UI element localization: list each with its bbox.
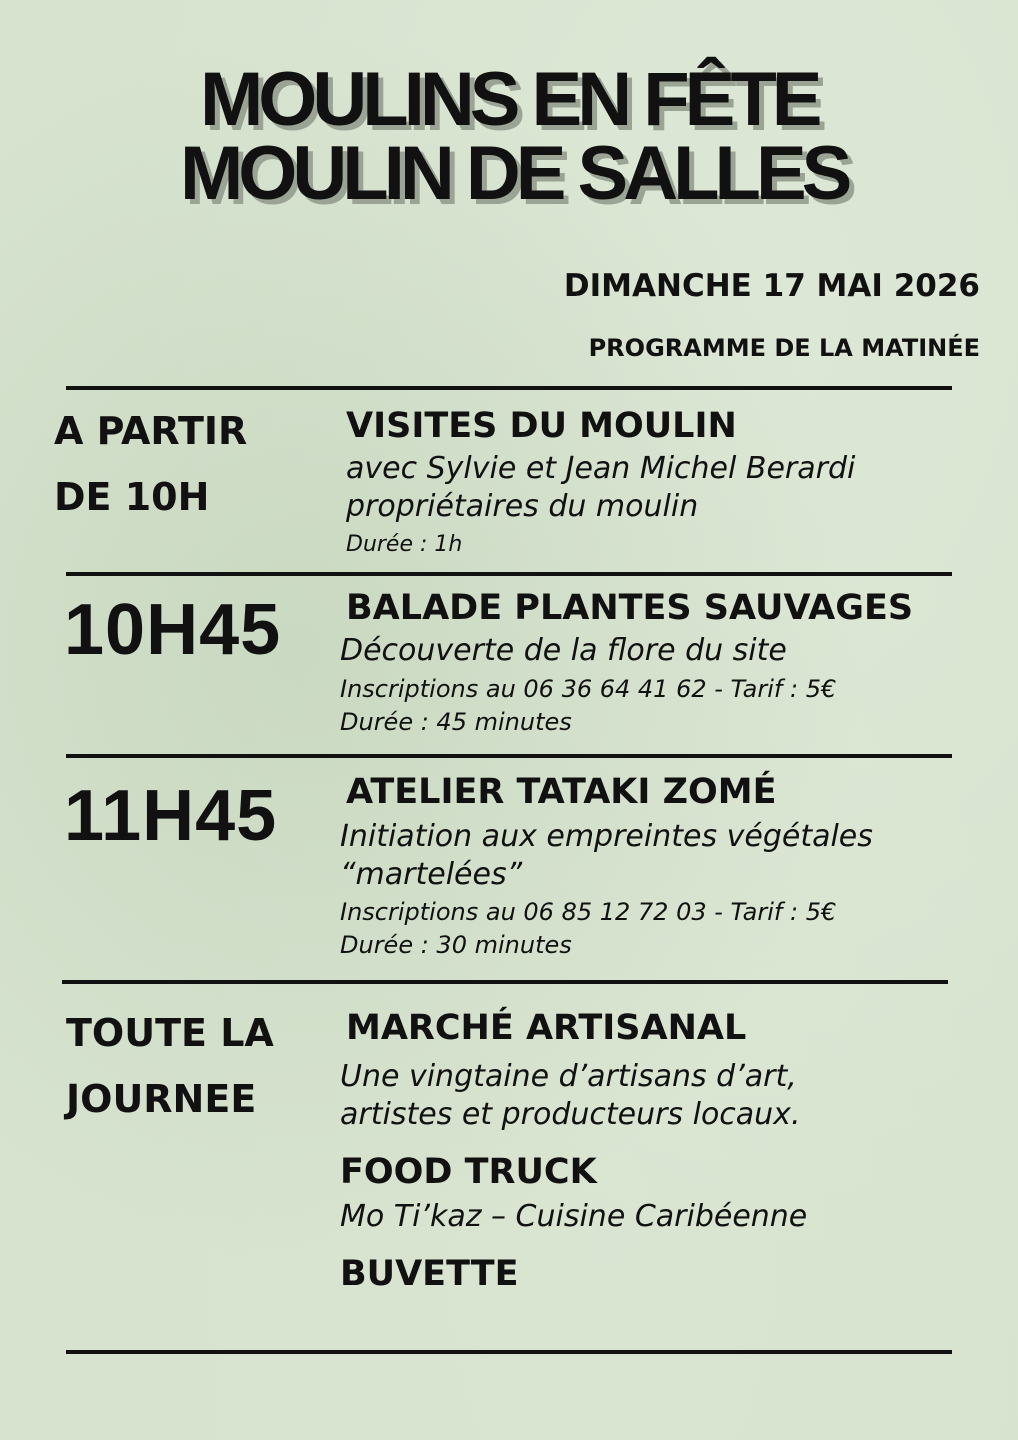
event-duration: Durée : 1h xyxy=(346,532,463,557)
event-registration-info: Inscriptions au 06 36 64 41 62 - Tarif : 5€ xyxy=(340,675,837,703)
event-description-line-2: “martelées” xyxy=(340,857,523,892)
event-description-line-1: Découverte de la flore du site xyxy=(340,633,787,668)
event-description-line-2: propriétaires du moulin xyxy=(346,489,699,524)
food-truck-description: Mo Ti’kaz – Cuisine Caribéenne xyxy=(340,1199,808,1234)
event-duration: Durée : 45 minutes xyxy=(340,708,572,736)
event-description-line-2: artistes et producteurs locaux. xyxy=(340,1097,801,1132)
event-time: 11H45 xyxy=(64,776,278,856)
event-registration-info: Inscriptions au 06 85 12 72 03 - Tarif : 5€ xyxy=(340,898,837,926)
title-line-2: MOULIN DE SALLES xyxy=(180,131,848,216)
title-line-1: MOULINS EN FÊTE xyxy=(200,57,818,142)
event-description-line-1: Une vingtaine d’artisans d’art, xyxy=(340,1059,797,1094)
divider xyxy=(66,1350,952,1354)
event-title: VISITES DU MOULIN xyxy=(346,406,737,446)
divider xyxy=(66,754,952,758)
divider xyxy=(66,386,952,390)
event-title: MARCHÉ ARTISANAL xyxy=(346,1008,747,1048)
event-duration: Durée : 30 minutes xyxy=(340,931,572,959)
event-time-line-2: JOURNEE xyxy=(66,1077,257,1121)
divider xyxy=(66,572,952,576)
event-time-line-2: DE 10H xyxy=(54,475,210,519)
food-truck-title: FOOD TRUCK xyxy=(340,1152,597,1192)
event-date: DIMANCHE 17 MAI 2026 xyxy=(563,268,980,304)
event-title: BALADE PLANTES SAUVAGES xyxy=(346,588,914,628)
event-time: 10H45 xyxy=(64,590,282,670)
program-subtitle: PROGRAMME DE LA MATINÉE xyxy=(588,334,980,362)
event-time-line-1: A PARTIR xyxy=(54,409,248,453)
event-title: ATELIER TATAKI ZOMÉ xyxy=(346,772,777,812)
event-description-line-1: avec Sylvie et Jean Michel Berardi xyxy=(346,451,856,486)
event-time-line-1: TOUTE LA xyxy=(66,1011,274,1055)
divider xyxy=(62,980,948,984)
event-description-line-1: Initiation aux empreintes végétales xyxy=(340,819,873,854)
buvette-title: BUVETTE xyxy=(340,1254,519,1294)
